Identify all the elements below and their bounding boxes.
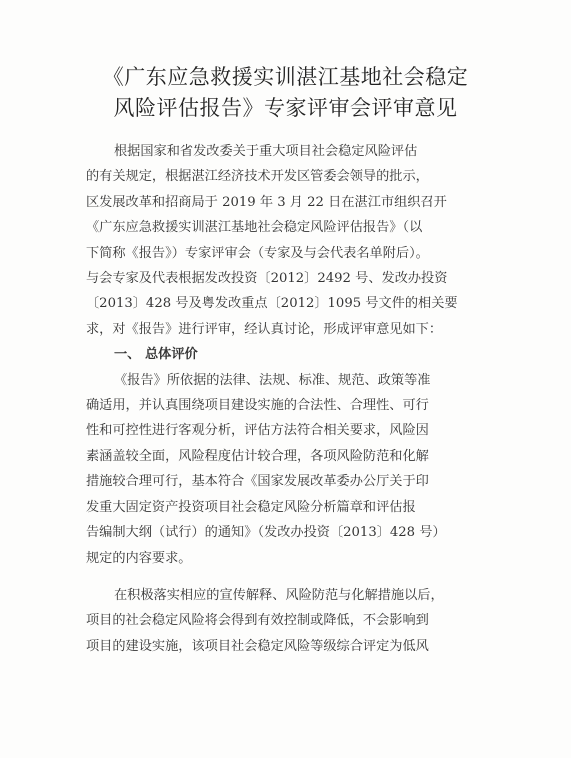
document-title (0, 62, 571, 124)
paragraph-conclusion (86, 583, 496, 659)
text-line: 在积极落实相应的宣传解释、风险防范与化解措施以后， (114, 587, 444, 603)
text-line: 区发展改革和招商局于 2019 年 3 月 22 日在湛江市组织召开 (86, 194, 447, 210)
paragraph-evaluation (86, 368, 496, 571)
text-line: 的有关规定，根据湛江经济技术开发区管委会领导的批示， (86, 169, 429, 185)
text-line: 项目的社会稳定风险将会得到有效控制或降低，不会影响到 (86, 613, 429, 629)
text-line: 性和可控性进行客观分析，评估方法符合相关要求，风险因 (86, 423, 429, 439)
text-line: 措施较合理可行，基本符合《国家发展改革委办公厅关于印 (86, 474, 429, 490)
text-line: 〔2013〕428 号及粤发改重点〔2012〕1095 号文件的相关要 (86, 296, 458, 312)
text-line: 确适用，并认真围绕项目建设实施的合法性、合理性、可行 (86, 398, 429, 414)
section-heading: 一、 总体评价 (114, 347, 198, 363)
text-line: 项目的建设实施，该项目社会稳定风险等级综合评定为低风 (86, 638, 429, 654)
title-line-2: 风险评估报告》专家评审会评审意见 (113, 96, 458, 120)
text-line: 根据国家和省发改委关于重大项目社会稳定风险评估 (114, 144, 418, 159)
text-line: 与会专家及代表根据发改投资〔2012〕2492 号、发改办投资 (86, 271, 448, 287)
text-line: 下简称《报告》）专家评审会（专家及与会代表名单附后）。 (86, 245, 429, 261)
document-body (86, 139, 496, 659)
text-line: 《广东应急救援实训湛江基地社会稳定风险评估报告》（以 (86, 220, 423, 236)
text-line: 告编制大纲（试行）的通知》（发改办投资〔2013〕428 号） (86, 525, 446, 541)
paragraph-intro (86, 139, 496, 342)
paragraph-spacer (86, 571, 496, 583)
text-line: 求，对《报告》进行评审，经认真讨论，形成评审意见如下： (86, 321, 443, 337)
text-line: 发重大固定资产投资项目社会稳定风险分析篇章和评估报 (86, 499, 416, 515)
text-line: 素涵盖较全面，风险程度估计较合理，各项风险防范和化解 (86, 448, 429, 464)
text-line: 《报告》所依据的法律、法规、标准、规范、政策等准 (114, 372, 431, 388)
text-line: 规定的内容要求。 (86, 550, 192, 566)
title-line-1: 《广东应急救援实训湛江基地社会稳定 (102, 65, 469, 89)
